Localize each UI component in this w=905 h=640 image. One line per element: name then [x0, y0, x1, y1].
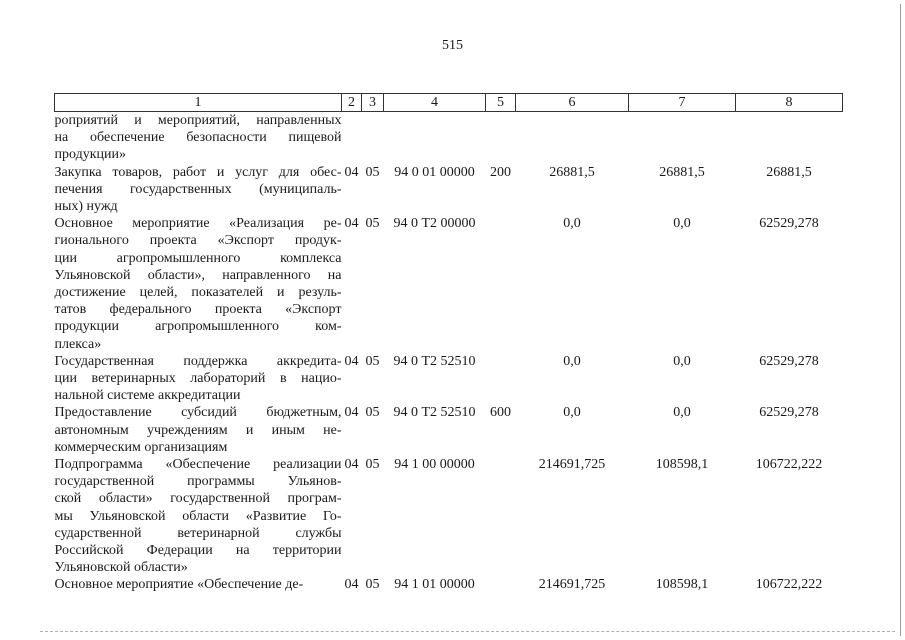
section-code: 04 [344, 164, 359, 180]
description-line: государственной программы Ульянов- [54, 474, 342, 490]
description-line: автономным учреждениям и иным не- [54, 422, 342, 438]
amount-col-7: 0,0 [673, 353, 691, 369]
subsection-code: 05 [365, 577, 380, 593]
subsection-code: 05 [365, 216, 380, 232]
table-row [55, 215, 843, 353]
description-line: ской области» государственной програм- [54, 491, 342, 507]
subsection-code [362, 112, 384, 164]
target-article-code: 94 0 Т2 52510 [393, 405, 476, 421]
description-line: печения государственных (муниципаль- [54, 181, 342, 197]
description-line: гионального проекта «Экспорт продук- [54, 233, 342, 249]
amount-col-7: 0,0 [673, 216, 691, 232]
description-line: ных) нужд [54, 199, 118, 215]
description-line: продукции» [54, 147, 126, 163]
expense-type-code [486, 576, 516, 593]
amount-col-6: 214691,725 [538, 457, 606, 473]
description-line: Государственная поддержка аккредита- [54, 353, 342, 369]
description-line: достижение целей, показателей и резуль- [54, 285, 342, 301]
description-line: коммерческим организациям [54, 439, 228, 455]
subsection-code: 05 [365, 405, 380, 421]
description-line: Основное мероприятие «Реализация ре- [54, 216, 342, 232]
amount-col-8: 62529,278 [759, 353, 819, 369]
row-description [55, 456, 342, 576]
section-code [342, 112, 362, 164]
section-code: 04 [344, 457, 359, 473]
page-number: 515 [442, 38, 463, 53]
description-line: роприятий и мероприятий, направленных [54, 113, 342, 128]
amount-col-8: 26881,5 [766, 164, 812, 180]
col-header-8: 8 [736, 94, 843, 112]
expense-type-code [486, 112, 516, 164]
amount-col-6: 0,0 [563, 216, 581, 232]
row-description [55, 353, 342, 405]
expense-type-code: 600 [490, 405, 511, 421]
row-description [55, 404, 342, 456]
description-line: плекса» [54, 336, 102, 352]
table-row [55, 112, 843, 164]
amount-col-6: 26881,5 [549, 164, 595, 180]
target-article-code: 94 1 00 00000 [394, 457, 475, 473]
target-article-code: 94 0 Т2 00000 [393, 216, 476, 232]
expense-type-code [486, 215, 516, 353]
col-header-7: 7 [629, 94, 736, 112]
target-article-code: 94 0 01 00000 [394, 164, 475, 180]
col-header-1: 1 [55, 94, 342, 112]
amount-col-8: 106722,222 [755, 457, 823, 473]
subsection-code: 05 [365, 457, 380, 473]
budget-table [54, 93, 843, 594]
col-header-4: 4 [384, 94, 486, 112]
col-header-6: 6 [516, 94, 629, 112]
expense-type-code [486, 456, 516, 576]
row-description [55, 164, 342, 216]
amount-col-7 [629, 112, 736, 164]
description-line: Основное мероприятие «Обеспечение де- [54, 577, 304, 593]
amount-col-6 [516, 112, 629, 164]
amount-col-8: 106722,222 [755, 577, 823, 593]
description-line: продукции агропромышленного ком- [54, 319, 342, 335]
description-line: сударственной ветеринарной службы [54, 525, 342, 541]
description-line: на обеспечение безопасности пищевой [54, 130, 342, 146]
table-row [55, 353, 843, 405]
expense-type-code [486, 353, 516, 405]
section-code: 04 [344, 405, 359, 421]
amount-col-7: 108598,1 [655, 457, 709, 473]
col-header-3: 3 [362, 94, 384, 112]
section-code: 04 [344, 353, 359, 369]
section-code: 04 [344, 577, 359, 593]
amount-col-6: 214691,725 [538, 577, 606, 593]
amount-col-7: 108598,1 [655, 577, 709, 593]
description-line: Ульяновской области» [54, 560, 188, 576]
target-article-code [384, 112, 486, 164]
expense-type-code: 200 [490, 164, 511, 180]
target-article-code: 94 1 01 00000 [394, 577, 475, 593]
header-row [55, 94, 843, 112]
description-line: татов федерального проекта «Экспорт [54, 302, 342, 318]
amount-col-6: 0,0 [563, 405, 581, 421]
table-body [55, 112, 843, 594]
table-row [55, 576, 843, 593]
amount-col-8: 62529,278 [759, 405, 819, 421]
description-line: нальной системе аккредитации [54, 388, 241, 404]
description-line: Закупка товаров, работ и услуг для обес- [54, 164, 342, 180]
col-header-5: 5 [486, 94, 516, 112]
target-article-code: 94 0 Т2 52510 [393, 353, 476, 369]
col-header-2: 2 [342, 94, 362, 112]
page-edge-bottom [40, 631, 895, 632]
table-row [55, 164, 843, 216]
amount-col-7: 26881,5 [659, 164, 705, 180]
description-line: ции ветеринарных лабораторий в нацио- [54, 371, 342, 387]
subsection-code: 05 [365, 353, 380, 369]
description-line: ции агропромышленного комплекса [54, 250, 342, 266]
section-code: 04 [344, 216, 359, 232]
row-description [55, 215, 342, 353]
table-row [55, 456, 843, 576]
amount-col-6: 0,0 [563, 353, 581, 369]
table-row [55, 404, 843, 456]
amount-col-8: 62529,278 [759, 216, 819, 232]
subsection-code: 05 [365, 164, 380, 180]
page-edge-right [900, 4, 901, 636]
description-line: Российской Федерации на территории [54, 543, 342, 559]
row-description [55, 112, 342, 164]
row-description [55, 576, 342, 593]
amount-col-8 [736, 112, 843, 164]
amount-col-7: 0,0 [673, 405, 691, 421]
description-line: мы Ульяновской области «Развитие Го- [54, 508, 342, 524]
description-line: Предоставление субсидий бюджетным, [54, 405, 342, 421]
description-line: Подпрограмма «Обеспечение реализации [54, 457, 342, 473]
description-line: Ульяновской области», направленного на [54, 267, 342, 283]
